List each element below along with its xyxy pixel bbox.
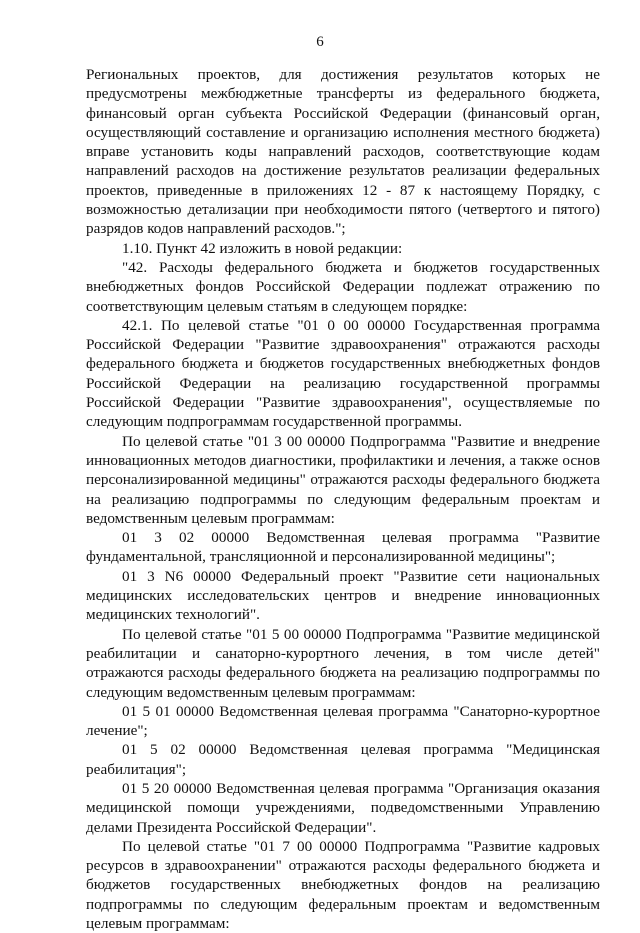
paragraph: 01 3 N6 00000 Федеральный проект "Развитие сети национальных медицинских исследовательских центров и внедрение инновационных медицинских технологий". (86, 567, 600, 624)
paragraph: По целевой статье "01 3 00 00000 Подпрограмма "Развитие и внедрение инновационных методов диагностики, профилактики и лечения, а также основ персонализированной медицины" отражаются расходы федерального бюджета на реализацию подпрограммы по следующим федеральным проектам и ведомственным целевым программам: (86, 432, 600, 527)
paragraph: "42. Расходы федерального бюджета и бюджетов государственных внебюджетных фондов Российской Федерации подлежат отражению по соответствующим целевым статьям в следующем порядке: (86, 258, 600, 315)
paragraph: 01 5 20 00000 Ведомственная целевая программа "Организация оказания медицинской помощи учреждениями, подведомственными Управлению делами Президента Российской Федерации". (86, 779, 600, 836)
paragraph: По целевой статье "01 5 00 00000 Подпрограмма "Развитие медицинской реабилитации и санаторно-курортного лечения, в том числе детей" отражаются расходы федерального бюджета на реализацию подпрограммы по следующим ведомственным целевым программам: (86, 625, 600, 701)
document-body (86, 65, 600, 933)
paragraph: 01 5 01 00000 Ведомственная целевая программа "Санаторно-курортное лечение"; (86, 702, 600, 740)
paragraph: 01 3 02 00000 Ведомственная целевая программа "Развитие фундаментальной, трансляционной и персонализированной медицины"; (86, 529, 600, 566)
paragraph: По целевой статье "01 7 00 00000 Подпрограмма "Развитие кадровых ресурсов в здравоохранении" отражаются расходы федерального бюджета и бюджетов государственных внебюджетных фондов на реализацию подпрограммы по следующим федеральным проектам и ведомственным целевым программам: (86, 837, 600, 933)
paragraph: Региональных проектов, для достижения результатов которых не предусмотрены межбюджетные трансферты из федерального бюджета, финансовый орган субъекта Российской Федерации (финансовый орган, осуществляющий составление и организацию исполнения местного бюджета) вправе установить коды направлений расходов, соответствующие кодам направлений расходов на достижение результатов реализации федеральных проектов, приведенные в приложениях 12 - 87 к настоящему Порядку, с возможностью детализации при необходимости пятого (четвертого и пятого) разрядов кодов направлений расходов."; (86, 66, 600, 238)
page-number: 6 (316, 34, 324, 50)
paragraph: 1.10. Пункт 42 изложить в новой редакции: (122, 239, 403, 257)
paragraph: 01 5 02 00000 Ведомственная целевая программа "Медицинская реабилитация"; (86, 741, 600, 778)
paragraph: 42.1. По целевой статье "01 0 00 00000 Государственная программа Российской Федерации "Развитие здравоохранения" отражаются расходы федерального бюджета и бюджетов государственных внебюджетных фондов Российской Федерации на реализацию государственной программы Российской Федерации "Развитие здравоохранения", осуществляемые по следующим подпрограммам государственной программы. (86, 316, 600, 431)
